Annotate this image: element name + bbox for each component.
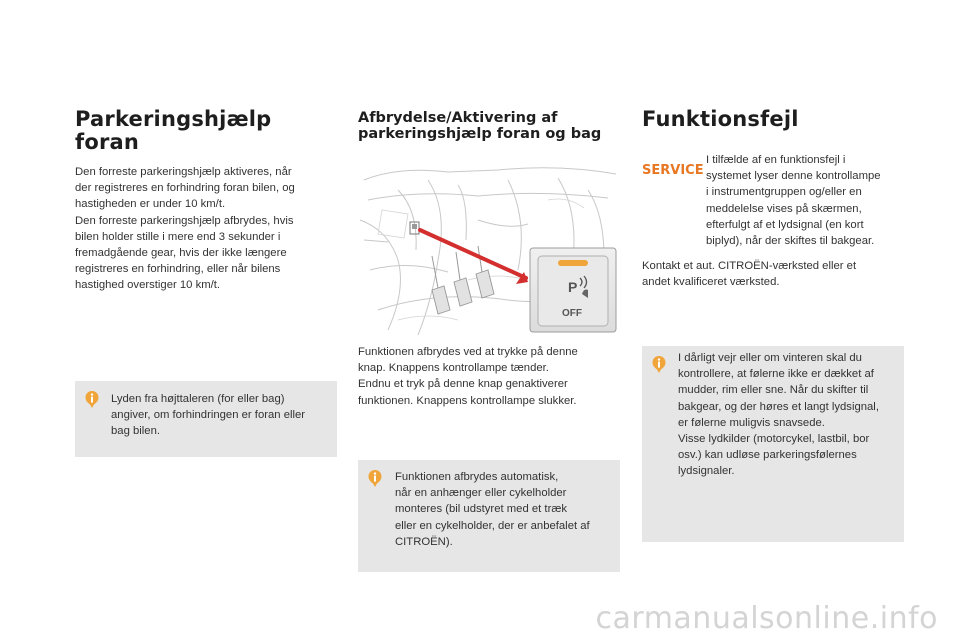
dashboard-illustration	[358, 160, 620, 335]
text-line: knap. Knappens kontrollampe tænder.	[358, 362, 549, 375]
service-warning-icon	[642, 158, 704, 180]
text-line: Den forreste parkeringshjælp aktiveres, når	[75, 166, 292, 178]
text-line: fremadgående gear, hvis der ikke længere	[75, 247, 287, 260]
title-line-1: Parkeringshjælp	[75, 107, 272, 131]
front-assist-description	[75, 164, 337, 294]
text-line: I tilfælde af en funktionsfejl i	[706, 154, 846, 166]
deactivation-description	[358, 344, 620, 409]
text-line: hastighed overstiger 10 km/t.	[75, 279, 221, 292]
service-label: SERVICE	[642, 163, 704, 178]
text-line: når en anhænger eller cykelholder	[395, 487, 567, 500]
column-front-parking-assist	[75, 100, 337, 294]
text-line: der registreres en forhindring foran bilen, og	[75, 182, 295, 195]
text-line: funktionen. Knappens kontrollampe slukker.	[358, 394, 577, 407]
column-deactivation	[358, 100, 620, 142]
text-line: bakgear, og der høres et langt lydsignal,	[678, 400, 879, 413]
text-line: andet kvalificeret værksted.	[642, 276, 780, 289]
text-line: Funktionen afbrydes automatisk,	[395, 471, 559, 483]
text-line: i instrumentgruppen og/eller en	[706, 186, 862, 199]
info-note-weather	[642, 346, 904, 542]
text-line: registreres en forhindring, eller når bilens	[75, 263, 281, 276]
text-line: biplyd), når der skiftes til bakgear.	[706, 235, 875, 248]
text-line: er følerne muligvis snavsede.	[678, 416, 825, 429]
note-text	[395, 469, 617, 550]
text-line: efterfulgt af et lydsignal (en kort	[706, 218, 864, 231]
service-description	[706, 152, 906, 249]
info-icon	[85, 391, 99, 408]
info-icon	[652, 356, 666, 373]
note-text	[111, 391, 333, 440]
section-title-front-parking-assist	[75, 108, 337, 154]
text-line: Kontakt et aut. CITROËN-værksted eller et	[642, 260, 857, 272]
note-text	[678, 350, 902, 480]
text-line: angiver, om forhindringen er foran eller	[111, 409, 306, 422]
text-line: eller en cykelholder, der er anbefalet af	[395, 519, 590, 532]
text-line: lydsignaler.	[678, 465, 735, 478]
title-line-1: Afbrydelse/Aktivering af	[358, 110, 558, 126]
text-line: hastigheden er under 10 km/t.	[75, 198, 226, 211]
info-note-speaker	[75, 381, 337, 457]
button-off-label: OFF	[562, 308, 582, 319]
text-line: Funktionen afbrydes ved at trykke på denne	[358, 346, 578, 358]
text-line: bag bilen.	[111, 425, 160, 438]
watermark: carmanualsonline.info	[595, 601, 938, 636]
text-line: kontrollere, at følerne ikke er dækket af	[678, 368, 874, 381]
text-line: monteres (bil udstyret med et træk	[395, 503, 568, 516]
section-title-deactivation	[358, 110, 620, 142]
text-line: CITROËN).	[395, 535, 453, 548]
text-line: meddelelse vises på skærmen,	[706, 202, 862, 215]
text-line: bilen holder stille i mere end 3 sekunder i	[75, 230, 281, 243]
title-line-2: foran	[75, 130, 140, 154]
title-line-2: parkeringshjælp foran og bag	[358, 126, 602, 142]
column-malfunction	[642, 100, 904, 289]
text-line: Lyden fra højttaleren (for eller bag)	[111, 393, 285, 405]
button-p-label: P	[568, 279, 578, 295]
text-line: I dårligt vejr eller om vinteren skal du	[678, 352, 862, 364]
text-line: osv.) kan udløse parkeringsfølernes	[678, 449, 857, 462]
text-line: Endnu et tryk på denne knap genaktiverer	[358, 378, 568, 391]
info-note-trailer	[358, 460, 620, 572]
text-line: Visse lydkilder (motorcykel, lastbil, bor	[678, 433, 870, 446]
section-title-malfunction: Funktionsfejl	[642, 107, 799, 131]
text-line: systemet lyser denne kontrollampe	[706, 170, 881, 183]
text-line: Den forreste parkeringshjælp afbrydes, hvis	[75, 214, 294, 227]
info-icon	[368, 470, 382, 487]
text-line: mudder, rim eller sne. Når du skifter til	[678, 384, 869, 397]
contact-text	[642, 258, 904, 290]
